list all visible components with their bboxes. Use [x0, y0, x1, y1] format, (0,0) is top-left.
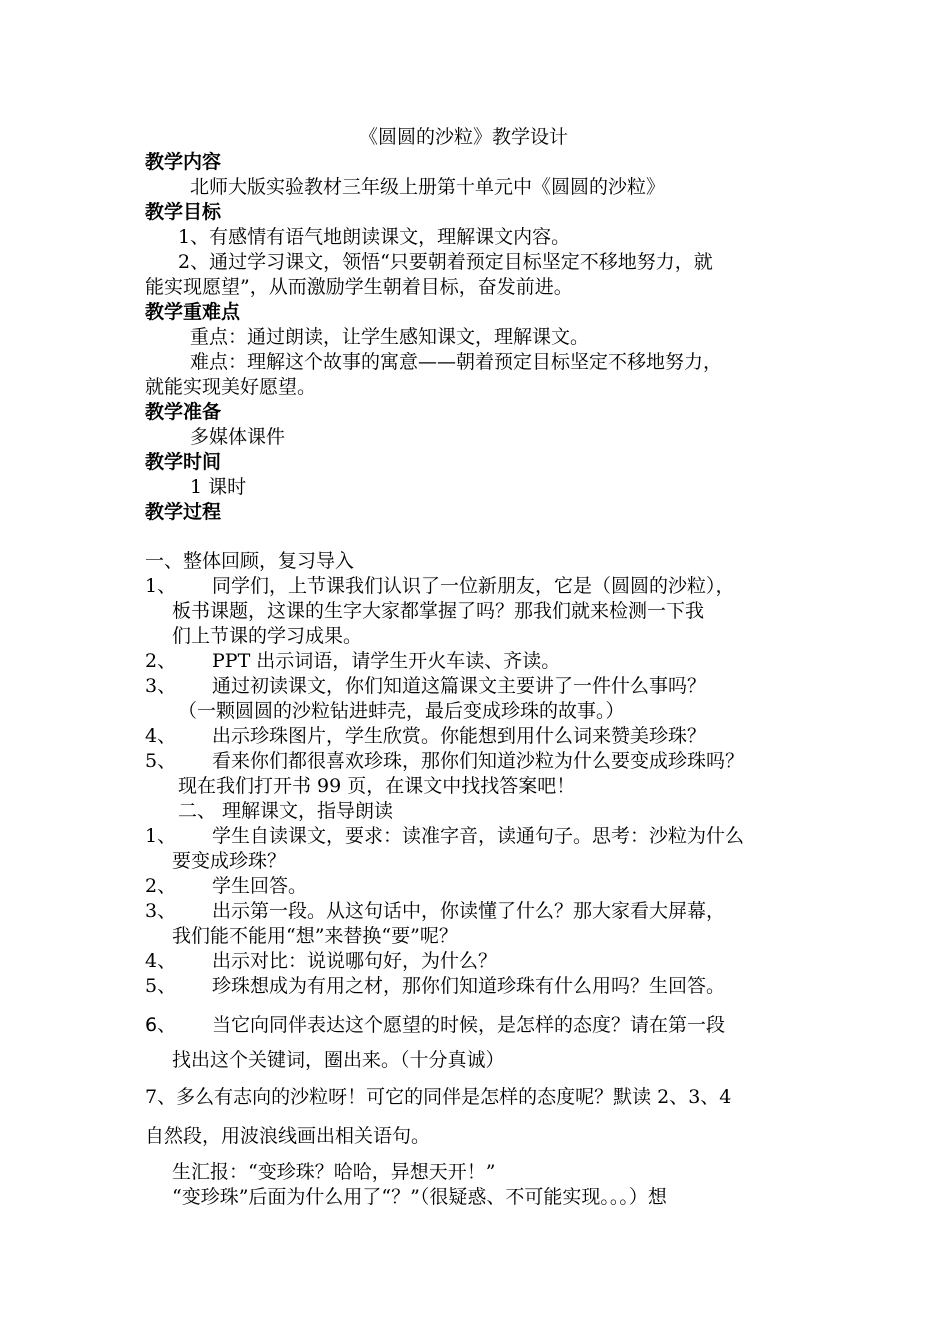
heading-process: 教学过程 — [145, 501, 222, 523]
content-text: 北师大版实验教材三年级上册第十单元中《圆圆的沙粒》 — [190, 176, 666, 198]
part1-item-1-line-3: 们上节课的学习成果。 — [172, 625, 363, 647]
part1-item-1-line-1: 同学们，上节课我们认识了一位新朋友，它是（圆圆的沙粒）， — [212, 575, 735, 597]
part2-item-3-line-2: 我们能不能用“想”来替换“要”呢？ — [172, 925, 458, 947]
part2-item-7-line-1: 7、多么有志向的沙粒呀！可它的同伴是怎样的态度呢？默读 2、3、4 — [145, 1086, 732, 1108]
part2-item-1-number: 1、 — [145, 825, 177, 847]
part1-item-4-line-1: 出示珍珠图片，学生欣赏。你能想到用什么词来赞美珍珠？ — [212, 725, 707, 747]
part1-item-4-number: 4、 — [145, 725, 177, 747]
part2-item-4-line-1: 出示对比：说说哪句好，为什么？ — [212, 950, 498, 972]
focus-difficulty-line-2: 就能实现美好愿望。 — [145, 376, 317, 398]
part1-item-1-number: 1、 — [145, 575, 177, 597]
heading-focus: 教学重难点 — [145, 301, 241, 323]
prep-text: 多媒体课件 — [190, 426, 286, 448]
part2-item-7-line-2: 自然段，用波浪线画出相关语句。 — [145, 1125, 431, 1147]
part2-item-3-number: 3、 — [145, 900, 177, 922]
part1-item-5-number: 5、 — [145, 750, 177, 772]
part2-item-5-number: 5、 — [145, 975, 177, 997]
part1-item-5-line-2: 现在我们打开书 99 页，在课文中找找答案吧！ — [178, 775, 576, 797]
goal-2-line-2: 能实现愿望”，从而激励学生朝着目标，奋发前进。 — [145, 276, 573, 298]
part2-item-1-line-2: 要变成珍珠？ — [172, 850, 287, 872]
part2-item-6-number: 6、 — [145, 1014, 177, 1036]
part1-item-3-number: 3、 — [145, 675, 177, 697]
heading-prep: 教学准备 — [145, 401, 222, 423]
part2-item-2-line-1: 学生回答。 — [212, 875, 308, 897]
part1-heading: 一、整体回顾，复习导入 — [145, 550, 355, 572]
part1-item-2-line-1: PPT 出示词语，请学生开火车读、齐读。 — [212, 650, 561, 672]
part2-item-1-line-1: 学生自读课文，要求：读准字音，读通句子。思考：沙粒为什么 — [212, 825, 745, 847]
heading-time: 教学时间 — [145, 451, 222, 473]
part1-item-1-line-2: 板书课题，这课的生字大家都掌握了吗？那我们就来检测一下我 — [172, 600, 705, 622]
part2-item-3-line-1: 出示第一段。从这句话中，你读懂了什么？那大家看大屏幕， — [212, 900, 726, 922]
focus-key: 重点：通过朗读，让学生感知课文，理解课文。 — [190, 326, 590, 348]
focus-difficulty-line-1: 难点：理解这个故事的寓意——朝着预定目标坚定不移地努力， — [190, 351, 723, 373]
part1-item-2-number: 2、 — [145, 650, 177, 672]
part2-item-6-line-1: 当它向同伴表达这个愿望的时候，是怎样的态度？请在第一段 — [212, 1014, 726, 1036]
goal-1: 1、有感情有语气地朗读课文，理解课文内容。 — [178, 226, 571, 248]
document-title: 《圆圆的沙粒》教学设计 — [359, 126, 569, 148]
part2-item-6-line-2: 找出这个关键词，圈出来。（十分真诚） — [172, 1049, 505, 1071]
part2-heading: 二、 理解课文，指导朗读 — [178, 800, 394, 822]
time-text: 1 课时 — [190, 476, 247, 498]
student-report: 生汇报：“变珍珠？哈哈，异想天开！” — [172, 1161, 496, 1183]
part1-item-5-line-1: 看来你们都很喜欢珍珠，那你们知道沙粒为什么要变成珍珠吗？ — [212, 750, 745, 772]
part2-item-4-number: 4、 — [145, 950, 177, 972]
part2-item-5-line-1: 珍珠想成为有用之材，那你们知道珍珠有什么用吗？生回答。 — [212, 975, 726, 997]
part1-item-3-line-1: 通过初读课文，你们知道这篇课文主要讲了一件什么事吗？ — [212, 675, 707, 697]
heading-content: 教学内容 — [145, 151, 222, 173]
goal-2-line-1: 2、通过学习课文，领悟“只要朝着预定目标坚定不移地努力，就 — [178, 251, 713, 273]
part2-item-2-number: 2、 — [145, 875, 177, 897]
final-paragraph-line: “变珍珠”后面为什么用了“？”（很疑惑、不可能实现。。。）想 — [172, 1186, 667, 1208]
part1-item-3-line-2: （一颗圆圆的沙粒钻进蚌壳，最后变成珍珠的故事。） — [178, 700, 625, 722]
heading-goals: 教学目标 — [145, 201, 222, 223]
